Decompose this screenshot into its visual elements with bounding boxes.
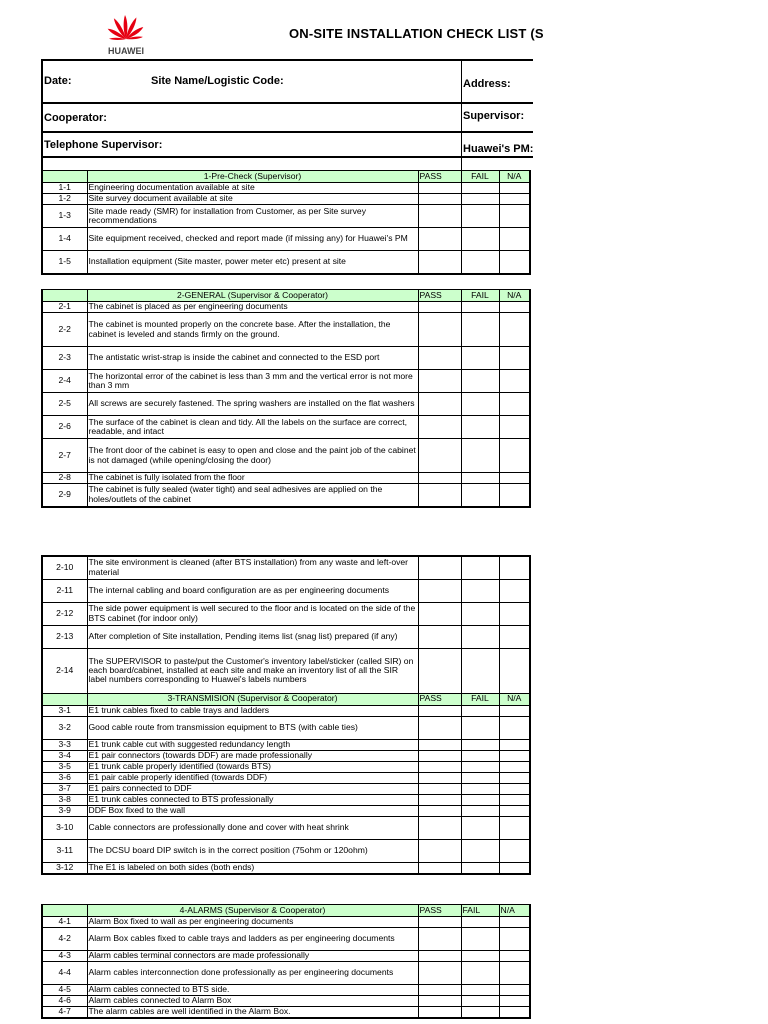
na-cell[interactable] (499, 750, 530, 761)
fail-cell[interactable] (461, 556, 499, 579)
item-description: The alarm cables are well identified in the Alarm Box. (87, 1007, 418, 1018)
table-row (42, 370, 530, 393)
pass-cell[interactable] (418, 347, 461, 370)
item-number: 1-1 (42, 183, 87, 194)
item-number: 3-5 (42, 761, 87, 772)
fail-cell[interactable] (461, 579, 499, 602)
fail-cell[interactable] (461, 251, 499, 274)
item-number: 4-6 (42, 996, 87, 1007)
na-header: N/A (499, 171, 530, 183)
fail-cell[interactable] (461, 839, 499, 862)
pass-cell[interactable] (418, 928, 461, 951)
item-description: Site survey document available at site (87, 194, 418, 205)
pass-cell[interactable] (418, 228, 461, 251)
item-number: 2-6 (42, 416, 87, 439)
item-description: Site equipment received, checked and report made (if missing any) for Huawei's PM (87, 228, 418, 251)
item-number: 1-3 (42, 205, 87, 228)
table-row (42, 579, 530, 602)
table-row (42, 716, 530, 739)
item-description: Engineering documentation available at site (87, 183, 418, 194)
huawei-pm-label: Huawei's PM: (463, 143, 534, 155)
table-row (42, 772, 530, 783)
fail-header: FAIL (461, 290, 499, 302)
item-number: 3-11 (42, 839, 87, 862)
fail-cell[interactable] (461, 761, 499, 772)
item-number: 2-14 (42, 648, 87, 693)
item-description: The cabinet is fully isolated from the floor (87, 473, 418, 484)
pass-cell[interactable] (418, 772, 461, 783)
item-number: 4-2 (42, 928, 87, 951)
item-number: 2-3 (42, 347, 87, 370)
table-row (42, 928, 530, 951)
pass-cell[interactable] (418, 602, 461, 625)
table-row (42, 416, 530, 439)
pass-cell[interactable] (418, 556, 461, 579)
pass-cell[interactable] (418, 205, 461, 228)
pass-cell[interactable] (418, 183, 461, 194)
pass-cell[interactable] (418, 750, 461, 761)
item-description: Alarm cables terminal connectors are made professionally (87, 951, 418, 962)
brand-name: HUAWEI (108, 46, 144, 56)
pass-cell[interactable] (418, 705, 461, 716)
pass-cell[interactable] (418, 484, 461, 507)
fail-cell[interactable] (461, 705, 499, 716)
table-row (42, 393, 530, 416)
section-4-title: 4-ALARMS (Supervisor & Cooperator) (87, 905, 418, 917)
item-description: Alarm cables interconnection done professionally as per engineering documents (87, 962, 418, 985)
pass-header: PASS (418, 290, 461, 302)
item-number: 4-3 (42, 951, 87, 962)
section-3-title: 3-TRANSMISION (Supervisor & Cooperator) (87, 693, 418, 705)
na-cell[interactable] (499, 251, 530, 274)
table-row (42, 648, 530, 693)
item-number: 2-9 (42, 484, 87, 507)
na-cell[interactable] (499, 602, 530, 625)
pass-cell[interactable] (418, 917, 461, 928)
table-row (42, 625, 530, 648)
table-row (42, 862, 530, 874)
pass-cell[interactable] (418, 985, 461, 996)
pass-cell[interactable] (418, 761, 461, 772)
section-2-continued-table (41, 555, 531, 875)
section-1-title: 1-Pre-Check (Supervisor) (87, 171, 418, 183)
pass-cell[interactable] (418, 794, 461, 805)
fail-cell[interactable] (461, 228, 499, 251)
table-row (42, 917, 530, 928)
fail-cell[interactable] (461, 1007, 499, 1018)
fail-cell[interactable] (461, 772, 499, 783)
table-row (42, 996, 530, 1007)
item-description: E1 trunk cables connected to BTS professionally (87, 794, 418, 805)
item-number: 3-1 (42, 705, 87, 716)
item-description: E1 pairs connected to DDF (87, 783, 418, 794)
item-description: The cabinet is fully sealed (water tight) and seal adhesives are applied on the holes/outlets of the cabinet (87, 484, 418, 507)
table-row (42, 439, 530, 473)
na-cell[interactable] (499, 951, 530, 962)
item-number: 2-8 (42, 473, 87, 484)
item-number: 2-5 (42, 393, 87, 416)
na-cell[interactable] (499, 625, 530, 648)
pass-cell[interactable] (418, 783, 461, 794)
na-cell[interactable] (499, 739, 530, 750)
table-row (42, 251, 530, 274)
pass-cell[interactable] (418, 816, 461, 839)
fail-cell[interactable] (461, 648, 499, 693)
item-number: 1-5 (42, 251, 87, 274)
na-cell[interactable] (499, 416, 530, 439)
item-description: Alarm Box cables fixed to cable trays and ladders as per engineering documents (87, 928, 418, 951)
table-row (42, 951, 530, 962)
table-row (42, 761, 530, 772)
supervisor-label: Supervisor: (463, 110, 525, 122)
page-title: ON-SITE INSTALLATION CHECK LIST (S (289, 26, 544, 41)
pass-header: PASS (418, 171, 461, 183)
na-cell[interactable] (499, 484, 530, 507)
item-description: Installation equipment (Site master, power meter etc) present at site (87, 251, 418, 274)
fail-cell[interactable] (461, 739, 499, 750)
na-cell[interactable] (499, 473, 530, 484)
na-cell[interactable] (499, 313, 530, 347)
na-cell[interactable] (499, 805, 530, 816)
fail-header: FAIL (461, 693, 499, 705)
table-row (42, 473, 530, 484)
na-cell[interactable] (499, 985, 530, 996)
pass-cell[interactable] (418, 996, 461, 1007)
fail-cell[interactable] (461, 794, 499, 805)
na-cell[interactable] (499, 794, 530, 805)
item-number: 4-5 (42, 985, 87, 996)
item-description: Alarm cables connected to BTS side. (87, 985, 418, 996)
item-number: 3-9 (42, 805, 87, 816)
table-row (42, 228, 530, 251)
table-row (42, 739, 530, 750)
table-row (42, 1007, 530, 1018)
na-cell[interactable] (499, 1007, 530, 1018)
item-description: Alarm cables connected to Alarm Box (87, 996, 418, 1007)
fail-cell[interactable] (461, 928, 499, 951)
na-cell[interactable] (499, 772, 530, 783)
na-cell[interactable] (499, 194, 530, 205)
na-cell[interactable] (499, 928, 530, 951)
na-cell[interactable] (499, 862, 530, 874)
date-label: Date: (44, 75, 72, 87)
table-row (42, 183, 530, 194)
pass-cell[interactable] (418, 313, 461, 347)
pass-cell[interactable] (418, 648, 461, 693)
pass-cell[interactable] (418, 862, 461, 874)
item-description: The surface of the cabinet is clean and tidy. All the labels on the surface are correct, readable, and intact (87, 416, 418, 439)
fail-cell[interactable] (461, 370, 499, 393)
section-1-table (41, 170, 531, 275)
pass-cell[interactable] (418, 194, 461, 205)
item-description: The site environment is cleaned (after BTS installation) from any waste and left-over material (87, 556, 418, 579)
fail-cell[interactable] (461, 716, 499, 739)
fail-cell[interactable] (461, 484, 499, 507)
item-description: The front door of the cabinet is easy to open and close and the paint job of the cabinet is not damaged (while opening/closing the door) (87, 439, 418, 473)
table-row (42, 302, 530, 313)
item-description: The cabinet is mounted properly on the concrete base. After the installation, the cabinet is leveled and stands firmly on the ground. (87, 313, 418, 347)
pass-header: PASS (418, 905, 461, 917)
item-description: DDF Box fixed to the wall (87, 805, 418, 816)
section-2-title: 2-GENERAL (Supervisor & Cooperator) (87, 290, 418, 302)
na-cell[interactable] (499, 917, 530, 928)
fail-cell[interactable] (461, 917, 499, 928)
item-number: 2-13 (42, 625, 87, 648)
item-number: 3-3 (42, 739, 87, 750)
table-row (42, 750, 530, 761)
item-number: 2-4 (42, 370, 87, 393)
item-description: E1 trunk cable properly identified (towards BTS) (87, 761, 418, 772)
table-row (42, 794, 530, 805)
fail-cell[interactable] (461, 996, 499, 1007)
item-description: After completion of Site installation, Pending items list (snag list) prepared (if any) (87, 625, 418, 648)
fail-cell[interactable] (461, 313, 499, 347)
fail-cell[interactable] (461, 183, 499, 194)
na-cell[interactable] (499, 347, 530, 370)
table-row (42, 783, 530, 794)
pass-cell[interactable] (418, 739, 461, 750)
pass-cell[interactable] (418, 1007, 461, 1018)
na-cell[interactable] (499, 370, 530, 393)
fail-cell[interactable] (461, 783, 499, 794)
item-description: E1 trunk cable cut with suggested redundancy length (87, 739, 418, 750)
item-description: All screws are securely fastened. The spring washers are installed on the flat washers (87, 393, 418, 416)
item-description: E1 pair cable properly identified (towards DDF) (87, 772, 418, 783)
table-row (42, 205, 530, 228)
item-number: 3-8 (42, 794, 87, 805)
fail-header: FAIL (461, 171, 499, 183)
table-row (42, 602, 530, 625)
pass-cell[interactable] (418, 302, 461, 313)
fail-cell[interactable] (461, 805, 499, 816)
fail-cell[interactable] (461, 985, 499, 996)
item-number: 4-7 (42, 1007, 87, 1018)
na-cell[interactable] (499, 205, 530, 228)
pass-cell[interactable] (418, 805, 461, 816)
item-number: 3-12 (42, 862, 87, 874)
pass-cell[interactable] (418, 951, 461, 962)
item-number: 4-1 (42, 917, 87, 928)
table-row (42, 839, 530, 862)
fail-cell[interactable] (461, 347, 499, 370)
address-label: Address: (463, 78, 511, 90)
na-cell[interactable] (499, 716, 530, 739)
item-description: E1 pair connectors (towards DDF) are made professionally (87, 750, 418, 761)
item-number: 3-4 (42, 750, 87, 761)
pass-cell[interactable] (418, 962, 461, 985)
item-description: The E1 is labeled on both sides (both ends) (87, 862, 418, 874)
item-number: 4-4 (42, 962, 87, 985)
fail-header: FAIL (461, 905, 499, 917)
na-cell[interactable] (499, 962, 530, 985)
na-cell[interactable] (499, 839, 530, 862)
telephone-supervisor-label: Telephone Supervisor: (44, 139, 163, 151)
section-2-table (41, 289, 531, 508)
table-row (42, 805, 530, 816)
item-description: Cable connectors are professionally done and cover with heat shrink (87, 816, 418, 839)
pass-cell[interactable] (418, 370, 461, 393)
pass-cell[interactable] (418, 579, 461, 602)
pass-cell[interactable] (418, 393, 461, 416)
pass-cell[interactable] (418, 839, 461, 862)
site-name-label: Site Name/Logistic Code: (151, 75, 284, 87)
fail-cell[interactable] (461, 862, 499, 874)
item-description: The DCSU board DIP switch is in the correct position (75ohm or 120ohm) (87, 839, 418, 862)
item-number: 2-12 (42, 602, 87, 625)
header-info-box (41, 59, 533, 170)
pass-cell[interactable] (418, 625, 461, 648)
fail-cell[interactable] (461, 302, 499, 313)
fail-cell[interactable] (461, 951, 499, 962)
item-description: Alarm Box fixed to wall as per engineering documents (87, 917, 418, 928)
fail-cell[interactable] (461, 602, 499, 625)
na-cell[interactable] (499, 579, 530, 602)
item-number: 3-7 (42, 783, 87, 794)
item-description: The horizontal error of the cabinet is less than 3 mm and the vertical error is not more than 3 mm (87, 370, 418, 393)
na-header: N/A (499, 290, 530, 302)
item-description: Site made ready (SMR) for installation from Customer, as per Site survey recommendations (87, 205, 418, 228)
item-description: The cabinet is placed as per engineering documents (87, 302, 418, 313)
pass-header: PASS (418, 693, 461, 705)
item-number: 2-10 (42, 556, 87, 579)
fail-cell[interactable] (461, 205, 499, 228)
cooperator-label: Cooperator: (44, 112, 107, 124)
fail-cell[interactable] (461, 194, 499, 205)
item-number: 3-10 (42, 816, 87, 839)
fail-cell[interactable] (461, 473, 499, 484)
item-number: 2-1 (42, 302, 87, 313)
pass-cell[interactable] (418, 439, 461, 473)
fail-cell[interactable] (461, 439, 499, 473)
fail-cell[interactable] (461, 816, 499, 839)
item-number: 3-6 (42, 772, 87, 783)
na-cell[interactable] (499, 302, 530, 313)
na-cell[interactable] (499, 996, 530, 1007)
pass-cell[interactable] (418, 251, 461, 274)
table-row (42, 705, 530, 716)
item-description: The antistatic wrist-strap is inside the cabinet and connected to the ESD port (87, 347, 418, 370)
table-row (42, 816, 530, 839)
na-cell[interactable] (499, 183, 530, 194)
na-header: N/A (499, 905, 530, 917)
item-number: 1-4 (42, 228, 87, 251)
item-description: E1 trunk cables fixed to cable trays and ladders (87, 705, 418, 716)
table-row (42, 313, 530, 347)
fail-cell[interactable] (461, 416, 499, 439)
item-number: 2-7 (42, 439, 87, 473)
na-cell[interactable] (499, 761, 530, 772)
table-row (42, 194, 530, 205)
table-row (42, 556, 530, 579)
na-cell[interactable] (499, 705, 530, 716)
na-cell[interactable] (499, 783, 530, 794)
pass-cell[interactable] (418, 473, 461, 484)
table-row (42, 985, 530, 996)
fail-cell[interactable] (461, 393, 499, 416)
na-cell[interactable] (499, 228, 530, 251)
item-number: 1-2 (42, 194, 87, 205)
na-cell[interactable] (499, 393, 530, 416)
na-cell[interactable] (499, 648, 530, 693)
pass-cell[interactable] (418, 716, 461, 739)
pass-cell[interactable] (418, 416, 461, 439)
item-description: The internal cabling and board configuration are as per engineering documents (87, 579, 418, 602)
table-row (42, 484, 530, 507)
fail-cell[interactable] (461, 750, 499, 761)
table-row (42, 962, 530, 985)
fail-cell[interactable] (461, 625, 499, 648)
item-description: The side power equipment is well secured to the floor and is located on the side of the BTS cabinet (for indoor only) (87, 602, 418, 625)
item-description: The SUPERVISOR to paste/put the Customer's inventory label/sticker (called SIR) on each board/cabinet, installed at each site and make an inventory list of all the SIR label numbers corresponding to Huawei's labels numbers (87, 648, 418, 693)
section-4-table (41, 904, 531, 1019)
item-description: Good cable route from transmission equipment to BTS (with cable ties) (87, 716, 418, 739)
table-row (42, 347, 530, 370)
na-cell[interactable] (499, 439, 530, 473)
na-header: N/A (499, 693, 530, 705)
fail-cell[interactable] (461, 962, 499, 985)
item-number: 2-2 (42, 313, 87, 347)
item-number: 2-11 (42, 579, 87, 602)
item-number: 3-2 (42, 716, 87, 739)
na-cell[interactable] (499, 816, 530, 839)
huawei-logo (95, 12, 157, 56)
na-cell[interactable] (499, 556, 530, 579)
